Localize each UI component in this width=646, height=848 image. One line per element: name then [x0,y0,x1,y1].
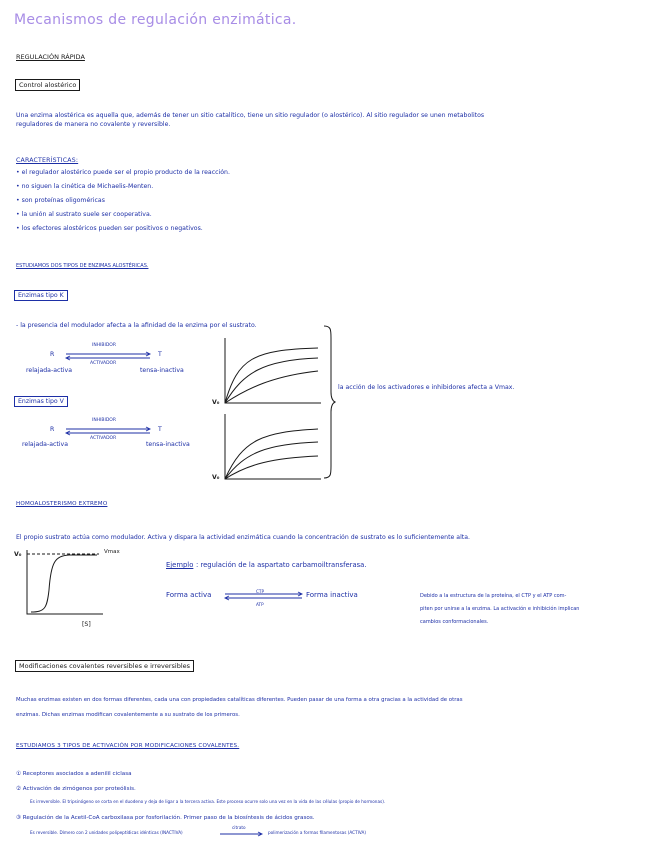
t-state-k: T [158,351,162,358]
definition-line-2: reguladores de manera no covalente y reversible. [16,121,171,128]
relaxed-label-k: relajada-activa [26,367,72,374]
ctp-atp-arrows [224,593,304,601]
homo-note-line: piten por unirse a la enzima. La activación e inhibición implican [420,606,580,612]
type-k-box: Enzimas tipo K [14,290,68,301]
covalent-item-2-note: Es irreversible. El tripsinógeno se corta en el duodeno y deja de ligar a la tercera activa. Este proceso ocurre solo una vez en la vida de las células (propio de hormonas). [30,799,386,804]
tense-label-k: tensa-inactiva [140,367,184,374]
characteristic-item: • no siguen la cinética de Michaelis-Menten. [16,183,154,190]
active-form: Forma activa [166,591,212,599]
characteristic-item: • la unión al sustrato suele ser cooperativa. [16,211,152,218]
sigmoid-graph [25,550,105,616]
equilibrium-arrows-v [64,427,154,437]
r-state-k: R [50,351,55,358]
example-label: Ejemplo [166,561,194,569]
r-state-v: R [50,426,55,433]
ctp-label: CTP [256,589,265,594]
inhibitor-label-v: INHIBIDOR [92,418,116,423]
curly-brace [322,326,336,480]
substrate-axis-label: [S] [82,621,91,628]
homo-heading: HOMOALOSTERISMO EXTREMO [16,501,108,507]
activator-label-k: ACTIVADOR [90,361,117,366]
allosteric-control-box: Control alostérico [15,79,80,91]
section-heading-rapid: REGULACIÓN RÁPIDA [16,53,85,61]
activator-label-v: ACTIVADOR [90,436,117,441]
atp-label: ATP [256,602,264,607]
covalent-item-3-end: polimerización a formas filamentosas (ACTIVA) [268,830,366,835]
three-types-heading: ESTUDIAMOS 3 TIPOS DE ACTIVACIÓN POR MODIFICACIONES COVALENTES. [16,743,240,749]
covalent-paragraph-2: enzimas. Dichas enzimas modifican covalentemente a su sustrato de los primeros. [16,712,240,718]
equilibrium-arrows-k [64,352,154,362]
inhibitor-label-k: INHIBIDOR [92,343,116,348]
covalent-item-2: ② Activación de zimógenos por proteólisis. [16,786,136,792]
type-v-box: Enzimas tipo V [14,396,68,407]
v0-axis-label-1: V₀ [212,399,220,406]
homo-description: El propio sustrato actúa como modulador. Activa y dispara la actividad enzimática cuando la concentración de sustrato es lo suficientemente alta. [16,534,470,541]
covalent-item-3-note: Es reversible. Dímero con 2 unidades polipeptídicas idénticas (INACTIVA) [30,830,183,835]
two-types-heading: ESTUDIAMOS DOS TIPOS DE ENZIMAS ALOSTÉRICAS. [16,263,149,269]
covalent-item-1: ① Receptores asociados a adenilil ciclasa [16,771,132,777]
relaxed-label-v: relajada-activa [22,441,68,448]
covalent-box: Modificaciones covalentes reversibles e irreversibles [15,660,194,672]
page-title: Mecanismos de regulación enzimática. [14,12,297,28]
characteristic-item: • los efectores alostéricos pueden ser positivos o negativos. [16,225,203,232]
type-k-description: - la presencia del modulador afecta a la afinidad de la enzima por el sustrato. [16,322,257,329]
homo-note-line: cambios conformacionales. [420,619,489,625]
example-text: : regulación de la aspartato carbamoiltransferasa. [196,561,367,569]
tense-label-v: tensa-inactiva [146,441,190,448]
v0-axis-label-homo: V₀ [14,551,22,558]
characteristic-item: • son proteínas oligoméricas [16,197,105,204]
definition-line-1: Una enzima alostérica es aquella que, además de tener un sitio catalítico, tiene un sitio regulador (o alostérico). Al sitio regulador se unen metabolitos [16,112,485,119]
brace-note: la acción de los activadores e inhibidores afecta a Vmax. [338,384,515,391]
vmax-label: Vmax [104,549,120,555]
graph-type-k [223,338,323,406]
characteristics-heading: CARACTERÍSTICAS: [16,157,79,164]
covalent-paragraph-1: Muchas enzimas existen en dos formas diferentes, cada una con propiedades catalíticas diferentes. Pueden pasar de una forma a otra gracias a la actividad de otras [16,697,463,703]
citrate-label: citrato [232,825,246,830]
graph-type-v [223,414,323,482]
t-state-v: T [158,426,162,433]
characteristic-item: • el regulador alostérico puede ser el propio producto de la reacción. [16,169,230,176]
homo-note-line: Debido a la estructura de la proteína, el CTP y el ATP com- [420,593,567,599]
v0-axis-label-2: V₀ [212,474,220,481]
citrate-arrow [220,832,264,837]
inactive-form: Forma inactiva [306,591,358,599]
covalent-item-3: ③ Regulación de la Acetil-CoA carboxilasa por fosforilación. Primer paso de la biosíntesis de ácidos grasos. [16,815,315,821]
